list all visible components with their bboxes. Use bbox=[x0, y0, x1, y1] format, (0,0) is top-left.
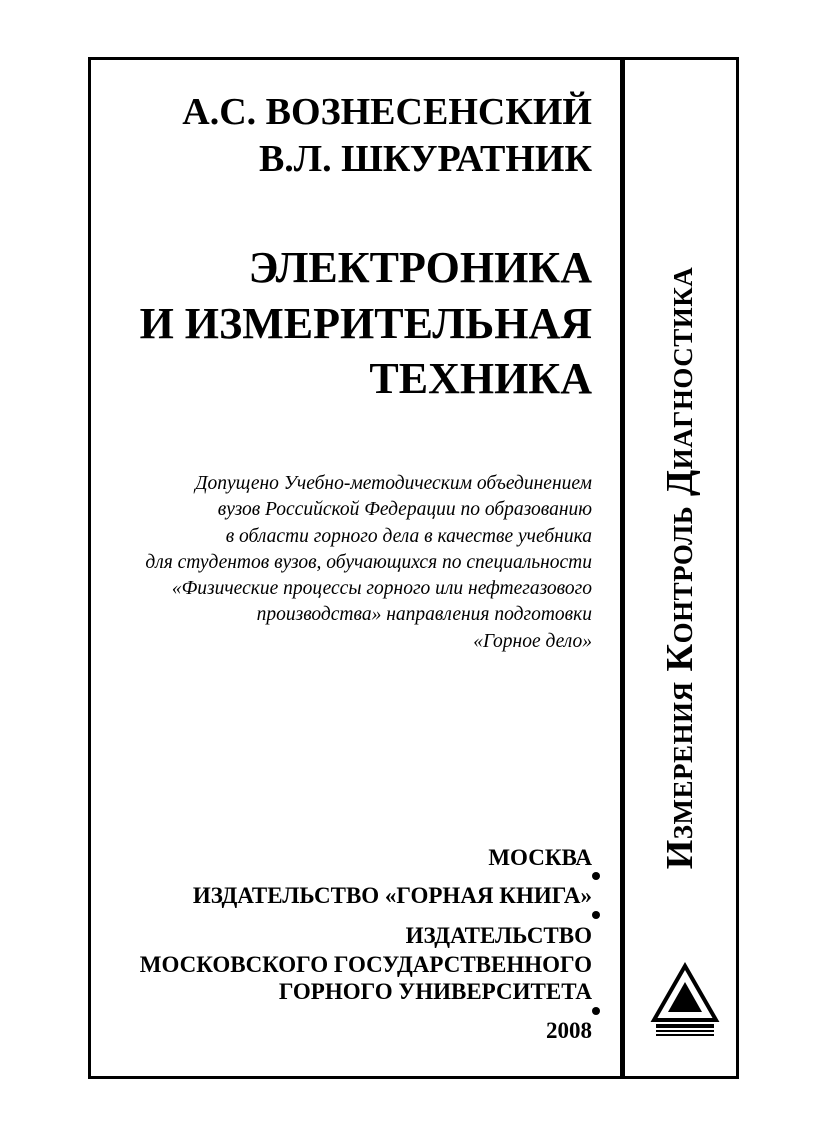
book-title-line: ЭЛЕКТРОНИКА bbox=[248, 243, 592, 292]
separator-dot bbox=[592, 911, 600, 919]
imprint-publisher: ИЗДАТЕЛЬСТВО «ГОРНАЯ КНИГА» bbox=[192, 883, 592, 908]
approval-line: в области горного дела в качестве учебника bbox=[225, 525, 592, 547]
imprint-city: МОСКВА bbox=[488, 845, 592, 870]
book-title-line: ТЕХНИКА bbox=[369, 354, 592, 403]
imprint-publisher-line: ИЗДАТЕЛЬСТВО bbox=[405, 923, 592, 948]
imprint-year: 2008 bbox=[546, 1018, 592, 1043]
imprint-publisher-line: ГОРНОГО УНИВЕРСИТЕТА bbox=[278, 979, 592, 1004]
approval-line: «Горное дело» bbox=[473, 630, 592, 652]
spine-divider bbox=[620, 57, 625, 1079]
separator-dot bbox=[592, 1007, 600, 1015]
triangle-book-logo-icon bbox=[650, 962, 720, 1037]
separator-dot bbox=[592, 872, 600, 880]
approval-line: производства» направления подготовки bbox=[256, 604, 592, 626]
approval-line: Допущено Учебно-методическим объединением bbox=[195, 473, 592, 494]
series-title-text: Измерения Контроль Диагностика bbox=[659, 266, 701, 870]
approval-statement bbox=[122, 471, 592, 655]
author-name: В.Л. ШКУРАТНИК bbox=[258, 138, 592, 180]
author-name: А.С. ВОЗНЕСЕНСКИЙ bbox=[182, 91, 592, 133]
approval-line: вузов Российской Федерации по образованию bbox=[217, 499, 592, 521]
book-title-line: И ИЗМЕРИТЕЛЬНАЯ bbox=[139, 299, 592, 348]
imprint-publisher-line: МОСКОВСКОГО ГОСУДАРСТВЕННОГО bbox=[139, 952, 592, 977]
approval-line: «Физические процессы горного или нефтегазового bbox=[171, 578, 592, 600]
approval-line: для студентов вузов, обучающихся по специальности bbox=[145, 551, 592, 573]
